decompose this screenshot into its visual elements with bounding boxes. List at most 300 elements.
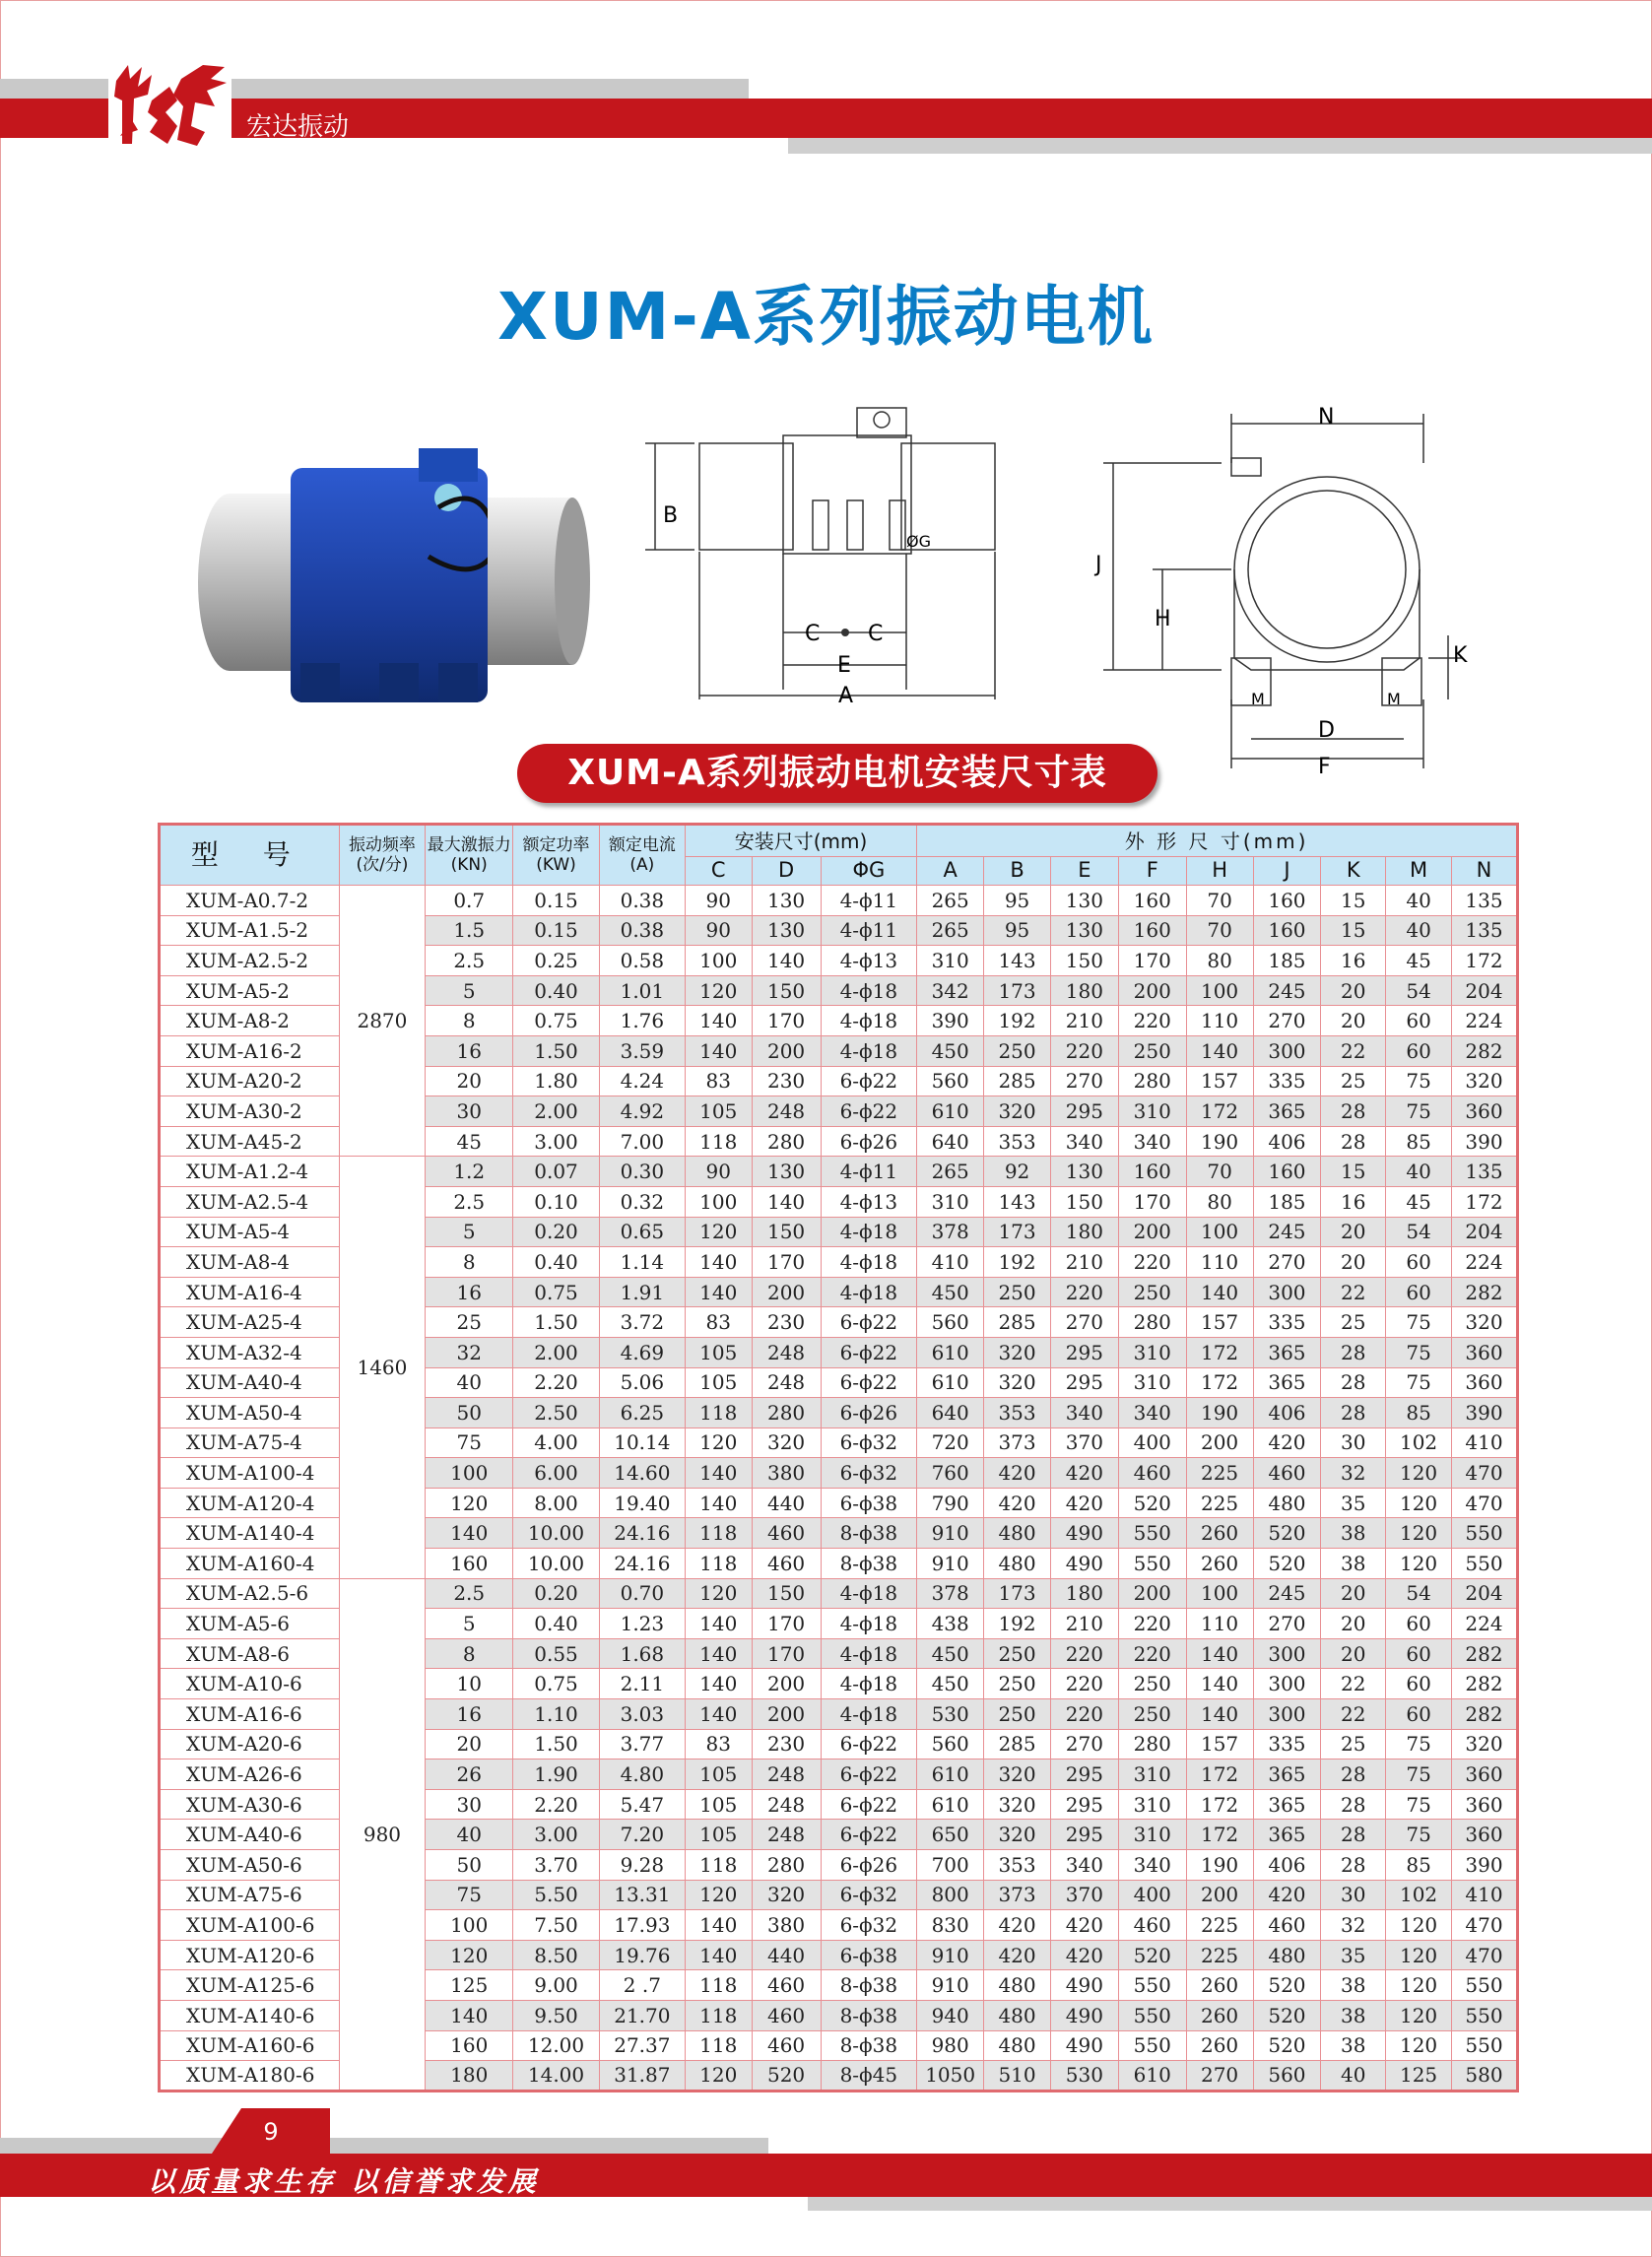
value-cell: 270	[1050, 1729, 1118, 1759]
label-m-right: M	[1387, 690, 1401, 708]
value-cell: 0.25	[513, 946, 600, 976]
value-cell: 550	[1118, 2000, 1186, 2030]
value-cell: 28	[1321, 1126, 1386, 1157]
value-cell: 140	[685, 1458, 752, 1489]
value-cell: 8-ϕ45	[821, 2061, 917, 2091]
value-cell: 460	[752, 2030, 821, 2061]
value-cell: 170	[1118, 1186, 1186, 1217]
value-cell: 560	[917, 1307, 984, 1338]
value-cell: 28	[1321, 1398, 1386, 1428]
model-cell: XUM-A16-4	[160, 1277, 340, 1307]
value-cell: 9.00	[513, 1970, 600, 2001]
value-cell: 530	[1050, 2061, 1118, 2091]
value-cell: 460	[752, 2000, 821, 2030]
model-cell: XUM-A20-2	[160, 1066, 340, 1096]
value-cell: 90	[685, 1157, 752, 1187]
value-cell: 300	[1253, 1035, 1321, 1066]
value-cell: 172	[1186, 1367, 1253, 1398]
value-cell: 45	[1386, 946, 1452, 976]
value-cell: 910	[917, 1970, 984, 2001]
value-cell: 365	[1253, 1759, 1321, 1790]
value-cell: 35	[1321, 1940, 1386, 1970]
value-cell: 50	[426, 1850, 513, 1881]
value-cell: 20	[1321, 1247, 1386, 1278]
value-cell: 250	[984, 1699, 1051, 1730]
value-cell: 282	[1452, 1699, 1518, 1730]
value-cell: 143	[984, 1186, 1051, 1217]
value-cell: 335	[1253, 1066, 1321, 1096]
value-cell: 4-ϕ18	[821, 1578, 917, 1609]
value-cell: 60	[1386, 1035, 1452, 1066]
value-cell: 4.00	[513, 1427, 600, 1458]
value-cell: 520	[1253, 1549, 1321, 1579]
value-cell: 83	[685, 1066, 752, 1096]
model-cell: XUM-A100-6	[160, 1910, 340, 1941]
value-cell: 120	[1386, 1940, 1452, 1970]
model-cell: XUM-A26-6	[160, 1759, 340, 1790]
value-cell: 100	[426, 1910, 513, 1941]
value-cell: 105	[685, 1789, 752, 1820]
value-cell: 0.58	[599, 946, 685, 976]
value-cell: 0.07	[513, 1157, 600, 1187]
value-cell: 460	[1118, 1458, 1186, 1489]
value-cell: 170	[752, 1247, 821, 1278]
value-cell: 75	[1386, 1367, 1452, 1398]
value-cell: 120	[685, 1880, 752, 1910]
value-cell: 3.03	[599, 1699, 685, 1730]
value-cell: 14.00	[513, 2061, 600, 2091]
value-cell: 280	[1118, 1066, 1186, 1096]
value-cell: 365	[1253, 1789, 1321, 1820]
value-cell: 8	[426, 1006, 513, 1036]
value-cell: 200	[1118, 1217, 1186, 1247]
value-cell: 5.50	[513, 1880, 600, 1910]
value-cell: 6-ϕ26	[821, 1398, 917, 1428]
label-h: H	[1155, 607, 1171, 631]
value-cell: 100	[1186, 1217, 1253, 1247]
freq-cell: 1460	[339, 1157, 426, 1578]
value-cell: 320	[984, 1759, 1051, 1790]
value-cell: 120	[685, 2061, 752, 2091]
value-cell: 0.38	[599, 886, 685, 916]
value-cell: 204	[1452, 975, 1518, 1006]
value-cell: 610	[917, 1759, 984, 1790]
value-cell: 28	[1321, 1850, 1386, 1881]
value-cell: 550	[1118, 1518, 1186, 1549]
value-cell: 130	[1050, 915, 1118, 946]
model-cell: XUM-A120-4	[160, 1488, 340, 1518]
value-cell: 20	[426, 1066, 513, 1096]
value-cell: 1.5	[426, 915, 513, 946]
value-cell: 300	[1253, 1277, 1321, 1307]
value-cell: 295	[1050, 1096, 1118, 1127]
value-cell: 10	[426, 1669, 513, 1699]
value-cell: 420	[1050, 1488, 1118, 1518]
value-cell: 90	[685, 915, 752, 946]
value-cell: 2.00	[513, 1337, 600, 1367]
value-cell: 410	[917, 1247, 984, 1278]
value-cell: 365	[1253, 1337, 1321, 1367]
model-cell: XUM-A120-6	[160, 1940, 340, 1970]
model-cell: XUM-A10-6	[160, 1669, 340, 1699]
value-cell: 22	[1321, 1035, 1386, 1066]
value-cell: 510	[984, 2061, 1051, 2091]
value-cell: 5	[426, 975, 513, 1006]
value-cell: 940	[917, 2000, 984, 2030]
value-cell: 480	[1253, 1488, 1321, 1518]
freq-cell: 980	[339, 1578, 426, 2091]
value-cell: 4-ϕ18	[821, 1699, 917, 1730]
value-cell: 6.00	[513, 1458, 600, 1489]
value-cell: 6-ϕ22	[821, 1729, 917, 1759]
value-cell: 28	[1321, 1337, 1386, 1367]
value-cell: 110	[1186, 1609, 1253, 1639]
value-cell: 172	[1452, 946, 1518, 976]
value-cell: 40	[426, 1820, 513, 1850]
value-cell: 450	[917, 1035, 984, 1066]
value-cell: 320	[752, 1880, 821, 1910]
value-cell: 225	[1186, 1910, 1253, 1941]
value-cell: 248	[752, 1367, 821, 1398]
value-cell: 150	[752, 1578, 821, 1609]
value-cell: 8-ϕ38	[821, 1549, 917, 1579]
value-cell: 270	[1050, 1066, 1118, 1096]
value-cell: 420	[1253, 1427, 1321, 1458]
value-cell: 3.77	[599, 1729, 685, 1759]
model-cell: XUM-A8-4	[160, 1247, 340, 1278]
value-cell: 490	[1050, 1518, 1118, 1549]
value-cell: 295	[1050, 1789, 1118, 1820]
value-cell: 180	[426, 2061, 513, 2091]
model-cell: XUM-A5-2	[160, 975, 340, 1006]
value-cell: 83	[685, 1729, 752, 1759]
value-cell: 490	[1050, 2000, 1118, 2030]
value-cell: 210	[1050, 1609, 1118, 1639]
value-cell: 6-ϕ32	[821, 1427, 917, 1458]
value-cell: 4-ϕ18	[821, 1669, 917, 1699]
value-cell: 10.14	[599, 1427, 685, 1458]
value-cell: 265	[917, 1157, 984, 1187]
model-cell: XUM-A5-6	[160, 1609, 340, 1639]
value-cell: 60	[1386, 1247, 1452, 1278]
value-cell: 390	[1452, 1398, 1518, 1428]
value-cell: 8-ϕ38	[821, 1518, 917, 1549]
value-cell: 120	[1386, 1910, 1452, 1941]
value-cell: 6-ϕ22	[821, 1789, 917, 1820]
value-cell: 310	[1118, 1820, 1186, 1850]
value-cell: 5.06	[599, 1367, 685, 1398]
value-cell: 4-ϕ18	[821, 1638, 917, 1669]
value-cell: 118	[685, 1398, 752, 1428]
value-cell: 140	[1186, 1035, 1253, 1066]
value-cell: 520	[1253, 1970, 1321, 2001]
value-cell: 12.00	[513, 2030, 600, 2061]
value-cell: 19.40	[599, 1488, 685, 1518]
model-cell: XUM-A16-2	[160, 1035, 340, 1066]
value-cell: 28	[1321, 1096, 1386, 1127]
end-view-drawing	[1093, 404, 1487, 778]
value-cell: 75	[1386, 1307, 1452, 1338]
value-cell: 530	[917, 1699, 984, 1730]
value-cell: 120	[1386, 2000, 1452, 2030]
value-cell: 160	[1253, 915, 1321, 946]
value-cell: 75	[1386, 1337, 1452, 1367]
value-cell: 200	[752, 1699, 821, 1730]
label-c-right: C	[868, 622, 884, 646]
value-cell: 470	[1452, 1940, 1518, 1970]
col-freq	[339, 825, 426, 886]
label-e: E	[837, 653, 851, 678]
value-cell: 210	[1050, 1247, 1118, 1278]
value-cell: 360	[1452, 1820, 1518, 1850]
col-h: H	[1186, 857, 1253, 886]
value-cell: 450	[917, 1277, 984, 1307]
value-cell: 4-ϕ13	[821, 1186, 917, 1217]
value-cell: 130	[752, 915, 821, 946]
model-cell: XUM-A125-6	[160, 1970, 340, 2001]
value-cell: 400	[1118, 1880, 1186, 1910]
value-cell: 135	[1452, 886, 1518, 916]
value-cell: 20	[1321, 1217, 1386, 1247]
model-cell: XUM-A75-4	[160, 1427, 340, 1458]
value-cell: 204	[1452, 1578, 1518, 1609]
value-cell: 550	[1452, 2030, 1518, 2061]
value-cell: 248	[752, 1820, 821, 1850]
value-cell: 320	[984, 1367, 1051, 1398]
value-cell: 4.92	[599, 1096, 685, 1127]
value-cell: 140	[752, 1186, 821, 1217]
value-cell: 480	[1253, 1940, 1321, 1970]
value-cell: 2.5	[426, 1578, 513, 1609]
value-cell: 100	[1186, 975, 1253, 1006]
value-cell: 390	[1452, 1850, 1518, 1881]
value-cell: 140	[426, 2000, 513, 2030]
model-cell: XUM-A2.5-6	[160, 1578, 340, 1609]
label-k: K	[1453, 643, 1468, 668]
value-cell: 230	[752, 1729, 821, 1759]
value-cell: 520	[1118, 1488, 1186, 1518]
value-cell: 4.69	[599, 1337, 685, 1367]
value-cell: 4-ϕ18	[821, 1035, 917, 1066]
value-cell: 460	[752, 1549, 821, 1579]
label-b: B	[663, 503, 679, 528]
value-cell: 50	[426, 1398, 513, 1428]
value-cell: 157	[1186, 1066, 1253, 1096]
col-power-label: 额定功率	[522, 834, 590, 855]
value-cell: 16	[1321, 1186, 1386, 1217]
col-outline-group: 外 形 尺 寸(mm)	[917, 825, 1518, 857]
value-cell: 520	[1253, 1518, 1321, 1549]
value-cell: 490	[1050, 2030, 1118, 2061]
value-cell: 135	[1452, 915, 1518, 946]
brand-name: 宏达振动	[246, 112, 350, 142]
model-cell: XUM-A1.2-4	[160, 1157, 340, 1187]
value-cell: 1.50	[513, 1729, 600, 1759]
col-e: E	[1050, 857, 1118, 886]
value-cell: 140	[685, 1277, 752, 1307]
value-cell: 120	[685, 975, 752, 1006]
value-cell: 120	[685, 1427, 752, 1458]
table-row	[160, 1157, 1518, 1187]
value-cell: 8	[426, 1638, 513, 1669]
model-cell: XUM-A180-6	[160, 2061, 340, 2091]
model-cell: XUM-A100-4	[160, 1458, 340, 1489]
value-cell: 40	[1386, 1157, 1452, 1187]
value-cell: 120	[685, 1578, 752, 1609]
value-cell: 760	[917, 1458, 984, 1489]
value-cell: 320	[984, 1789, 1051, 1820]
value-cell: 38	[1321, 1970, 1386, 2001]
value-cell: 225	[1186, 1458, 1253, 1489]
value-cell: 190	[1186, 1398, 1253, 1428]
model-cell: XUM-A32-4	[160, 1337, 340, 1367]
label-d: D	[1318, 718, 1335, 743]
value-cell: 70	[1186, 1157, 1253, 1187]
value-cell: 80	[1186, 1186, 1253, 1217]
value-cell: 560	[917, 1729, 984, 1759]
model-cell: XUM-A40-6	[160, 1820, 340, 1850]
value-cell: 17.93	[599, 1910, 685, 1941]
value-cell: 4-ϕ18	[821, 975, 917, 1006]
value-cell: 248	[752, 1789, 821, 1820]
col-force-label: 最大激振力	[427, 834, 511, 855]
value-cell: 2.20	[513, 1789, 600, 1820]
value-cell: 95	[984, 915, 1051, 946]
freq-cell: 2870	[339, 886, 426, 1157]
value-cell: 60	[1386, 1699, 1452, 1730]
value-cell: 120	[1386, 1458, 1452, 1489]
col-f: F	[1118, 857, 1186, 886]
value-cell: 4-ϕ18	[821, 1609, 917, 1639]
value-cell: 172	[1186, 1337, 1253, 1367]
value-cell: 0.20	[513, 1578, 600, 1609]
value-cell: 125	[426, 1970, 513, 2001]
value-cell: 450	[917, 1638, 984, 1669]
value-cell: 54	[1386, 1217, 1452, 1247]
value-cell: 105	[685, 1820, 752, 1850]
value-cell: 610	[917, 1367, 984, 1398]
value-cell: 125	[1386, 2061, 1452, 2091]
value-cell: 282	[1452, 1638, 1518, 1669]
value-cell: 130	[1050, 886, 1118, 916]
value-cell: 118	[685, 2030, 752, 2061]
value-cell: 40	[1386, 915, 1452, 946]
value-cell: 9.28	[599, 1850, 685, 1881]
footer-slogan: 以质量求生存 以信誉求发展	[148, 2165, 540, 2198]
value-cell: 420	[1050, 1910, 1118, 1941]
value-cell: 280	[752, 1126, 821, 1157]
value-cell: 2.20	[513, 1367, 600, 1398]
col-current-unit: (A)	[629, 855, 655, 875]
value-cell: 260	[1186, 1549, 1253, 1579]
value-cell: 260	[1186, 1970, 1253, 2001]
value-cell: 6-ϕ26	[821, 1850, 917, 1881]
value-cell: 24.16	[599, 1549, 685, 1579]
value-cell: 2.5	[426, 946, 513, 976]
value-cell: 95	[984, 886, 1051, 916]
value-cell: 2.5	[426, 1186, 513, 1217]
value-cell: 120	[426, 1940, 513, 1970]
value-cell: 265	[917, 915, 984, 946]
model-cell: XUM-A2.5-2	[160, 946, 340, 976]
value-cell: 270	[1050, 1307, 1118, 1338]
value-cell: 0.55	[513, 1638, 600, 1669]
value-cell: 250	[984, 1277, 1051, 1307]
value-cell: 32	[1321, 1910, 1386, 1941]
col-force	[426, 825, 513, 886]
value-cell: 335	[1253, 1307, 1321, 1338]
value-cell: 150	[1050, 1186, 1118, 1217]
value-cell: 5.47	[599, 1789, 685, 1820]
value-cell: 480	[984, 1970, 1051, 2001]
value-cell: 610	[917, 1096, 984, 1127]
value-cell: 260	[1186, 2000, 1253, 2030]
value-cell: 40	[1321, 2061, 1386, 2091]
value-cell: 24.16	[599, 1518, 685, 1549]
value-cell: 295	[1050, 1337, 1118, 1367]
value-cell: 370	[1050, 1880, 1118, 1910]
value-cell: 1.10	[513, 1699, 600, 1730]
value-cell: 102	[1386, 1880, 1452, 1910]
value-cell: 140	[685, 1609, 752, 1639]
value-cell: 4.24	[599, 1066, 685, 1096]
label-f: F	[1318, 755, 1331, 778]
value-cell: 406	[1253, 1850, 1321, 1881]
value-cell: 160	[1118, 886, 1186, 916]
model-cell: XUM-A0.7-2	[160, 886, 340, 916]
value-cell: 0.20	[513, 1217, 600, 1247]
value-cell: 90	[685, 886, 752, 916]
value-cell: 410	[1452, 1880, 1518, 1910]
value-cell: 310	[1118, 1759, 1186, 1790]
value-cell: 1.68	[599, 1638, 685, 1669]
value-cell: 16	[426, 1699, 513, 1730]
footer-grey-stripe	[0, 2138, 768, 2154]
value-cell: 38	[1321, 1518, 1386, 1549]
value-cell: 390	[1452, 1126, 1518, 1157]
model-cell: XUM-A2.5-4	[160, 1186, 340, 1217]
value-cell: 157	[1186, 1307, 1253, 1338]
value-cell: 19.76	[599, 1940, 685, 1970]
value-cell: 4-ϕ18	[821, 1006, 917, 1036]
value-cell: 120	[1386, 1488, 1452, 1518]
col-j: J	[1253, 857, 1321, 886]
value-cell: 10.00	[513, 1549, 600, 1579]
value-cell: 160	[1253, 1157, 1321, 1187]
value-cell: 173	[984, 1578, 1051, 1609]
value-cell: 140	[1186, 1669, 1253, 1699]
value-cell: 140	[685, 1699, 752, 1730]
value-cell: 185	[1253, 946, 1321, 976]
value-cell: 15	[1321, 1157, 1386, 1187]
value-cell: 460	[1118, 1910, 1186, 1941]
value-cell: 220	[1118, 1609, 1186, 1639]
col-c: C	[685, 857, 752, 886]
value-cell: 172	[1186, 1789, 1253, 1820]
value-cell: 3.59	[599, 1035, 685, 1066]
col-current	[599, 825, 685, 886]
value-cell: 28	[1321, 1820, 1386, 1850]
value-cell: 54	[1386, 975, 1452, 1006]
value-cell: 420	[984, 1458, 1051, 1489]
value-cell: 980	[917, 2030, 984, 2061]
value-cell: 75	[1386, 1789, 1452, 1820]
value-cell: 0.32	[599, 1186, 685, 1217]
value-cell: 4-ϕ11	[821, 1157, 917, 1187]
value-cell: 270	[1186, 2061, 1253, 2091]
value-cell: 406	[1253, 1398, 1321, 1428]
value-cell: 1.01	[599, 975, 685, 1006]
